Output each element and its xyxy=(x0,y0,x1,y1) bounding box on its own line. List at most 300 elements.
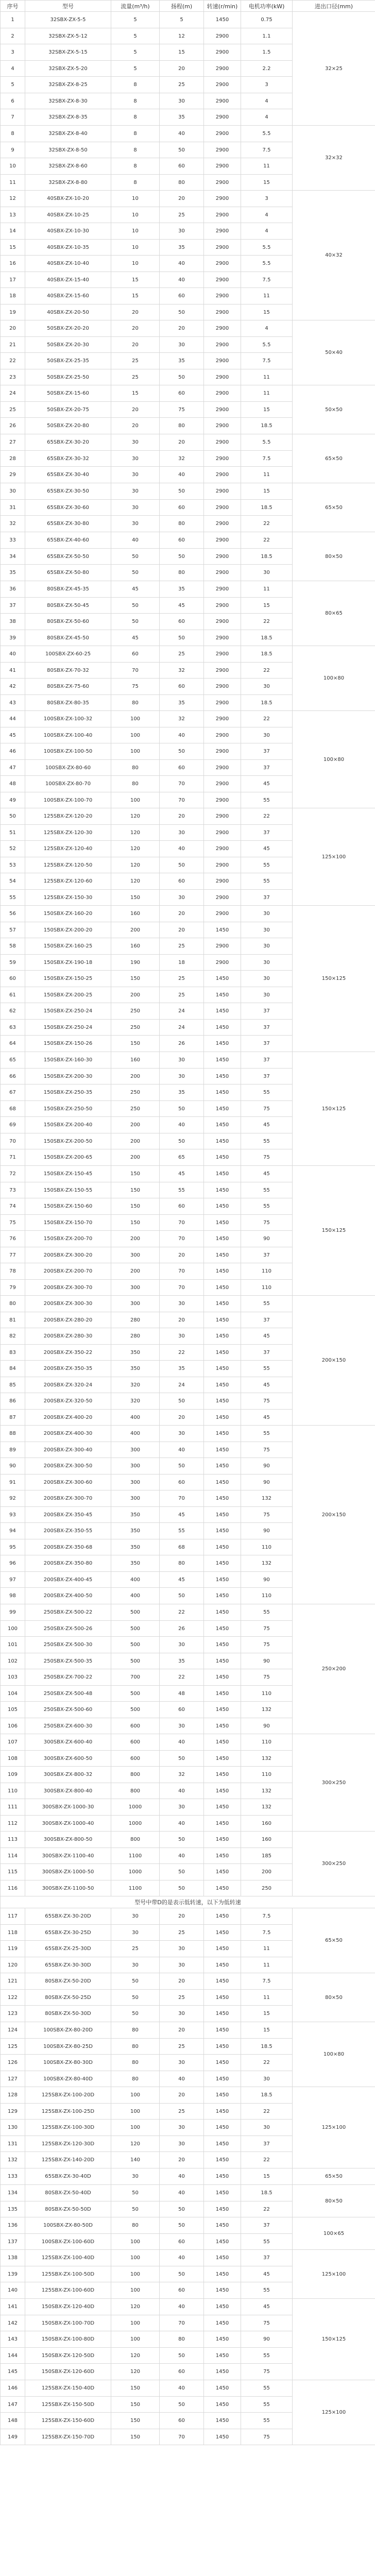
cell-flow: 8 xyxy=(111,158,160,175)
cell-speed: 1450 xyxy=(204,1475,241,1490)
cell-speed: 2900 xyxy=(204,679,241,695)
cell-flow: 1100 xyxy=(111,1880,160,1896)
cell-flow: 160 xyxy=(111,1052,160,1069)
cell-flow: 80 xyxy=(111,2039,160,2055)
table-row xyxy=(1,1052,375,1069)
cell-speed: 1450 xyxy=(204,1296,241,1312)
cell-head: 45 xyxy=(160,598,204,614)
cell-power: 110 xyxy=(241,1588,293,1604)
cell-index: 14 xyxy=(1,223,25,240)
cell-flow: 350 xyxy=(111,1523,160,1539)
cell-flow: 150 xyxy=(111,1215,160,1231)
cell-index: 140 xyxy=(1,2282,25,2299)
cell-index: 50 xyxy=(1,808,25,825)
cell-power: 37 xyxy=(241,760,293,776)
cell-speed: 1450 xyxy=(204,1052,241,1069)
cell-power: 37 xyxy=(241,2250,293,2266)
cell-model: 50SBX-ZX-15-60 xyxy=(25,385,111,402)
cell-speed: 2900 xyxy=(204,44,241,61)
cell-power: 22 xyxy=(241,663,293,679)
cell-index: 27 xyxy=(1,434,25,451)
cell-power: 30 xyxy=(241,971,293,987)
cell-head: 45 xyxy=(160,1166,204,1182)
cell-head: 70 xyxy=(160,1263,204,1280)
cell-head: 30 xyxy=(160,223,204,240)
table-row xyxy=(1,2022,375,2039)
cell-model: 65SBX-ZX-25-30D xyxy=(25,1941,111,1957)
cell-model: 150SBX-ZX-120-60D xyxy=(25,2364,111,2380)
cell-flow: 60 xyxy=(111,646,160,663)
cell-power: 1.1 xyxy=(241,28,293,44)
cell-power: 22 xyxy=(241,532,293,549)
cell-flow: 320 xyxy=(111,1377,160,1393)
cell-flow: 150 xyxy=(111,1036,160,1052)
cell-diameter: 80×50 xyxy=(293,1973,375,2022)
cell-flow: 80 xyxy=(111,2071,160,2087)
cell-head: 35 xyxy=(160,1361,204,1377)
cell-speed: 1450 xyxy=(204,2348,241,2364)
cell-head: 20 xyxy=(160,1247,204,1263)
cell-power: 22 xyxy=(241,2201,293,2217)
cell-head: 25 xyxy=(160,987,204,1003)
cell-head: 30 xyxy=(160,1637,204,1653)
cell-head: 30 xyxy=(160,1069,204,1084)
cell-speed: 1450 xyxy=(204,1247,241,1263)
cell-speed: 1450 xyxy=(204,1361,241,1377)
cell-power: 30 xyxy=(241,2120,293,2136)
cell-index: 25 xyxy=(1,402,25,418)
cell-flow: 100 xyxy=(111,2331,160,2348)
cell-power: 132 xyxy=(241,1783,293,1799)
cell-model: 65SBX-ZX-30-50 xyxy=(25,483,111,500)
cell-speed: 1450 xyxy=(204,1328,241,1345)
cell-head: 50 xyxy=(160,743,204,760)
cell-model: 125SBX-ZX-120-30 xyxy=(25,825,111,841)
cell-head: 50 xyxy=(160,1880,204,1896)
cell-index: 81 xyxy=(1,1312,25,1328)
cell-power: 37 xyxy=(241,1036,293,1052)
table-row xyxy=(1,1734,375,1751)
cell-speed: 2900 xyxy=(204,711,241,727)
cell-power: 11 xyxy=(241,385,293,402)
cell-head: 20 xyxy=(160,1410,204,1426)
cell-power: 37 xyxy=(241,890,293,906)
cell-power: 45 xyxy=(241,2266,293,2282)
cell-speed: 2900 xyxy=(204,857,241,873)
cell-power: 90 xyxy=(241,1231,293,1247)
cell-model: 125SBX-ZX-140-20D xyxy=(25,2152,111,2168)
cell-index: 124 xyxy=(1,2022,25,2039)
cell-power: 45 xyxy=(241,776,293,792)
cell-head: 35 xyxy=(160,353,204,369)
cell-power: 90 xyxy=(241,1653,293,1669)
cell-speed: 1450 xyxy=(204,2397,241,2413)
cell-index: 3 xyxy=(1,44,25,61)
cell-model: 200SBX-ZX-280-20 xyxy=(25,1312,111,1328)
cell-speed: 1450 xyxy=(204,1864,241,1880)
cell-head: 35 xyxy=(160,695,204,711)
cell-speed: 1450 xyxy=(204,1718,241,1734)
cell-index: 105 xyxy=(1,1702,25,1718)
cell-flow: 1100 xyxy=(111,1848,160,1864)
cell-head: 24 xyxy=(160,1377,204,1393)
cell-flow: 10 xyxy=(111,256,160,272)
cell-flow: 10 xyxy=(111,191,160,207)
cell-diameter: 80×50 xyxy=(293,532,375,581)
cell-flow: 100 xyxy=(111,727,160,743)
cell-head: 40 xyxy=(160,727,204,743)
cell-model: 200SBX-ZX-300-20 xyxy=(25,1247,111,1263)
cell-speed: 2900 xyxy=(204,646,241,663)
cell-power: 110 xyxy=(241,1734,293,1751)
cell-index: 31 xyxy=(1,500,25,516)
cell-power: 110 xyxy=(241,1686,293,1702)
cell-flow: 15 xyxy=(111,288,160,304)
cell-model: 300SBX-ZX-800-32 xyxy=(25,1767,111,1783)
cell-power: 7.5 xyxy=(241,272,293,288)
cell-speed: 1450 xyxy=(204,987,241,1003)
cell-speed: 1450 xyxy=(204,1149,241,1166)
cell-index: 133 xyxy=(1,2168,25,2185)
cell-index: 30 xyxy=(1,483,25,500)
cell-flow: 8 xyxy=(111,142,160,158)
cell-index: 73 xyxy=(1,1182,25,1198)
cell-model: 150SBX-ZX-150-45 xyxy=(25,1166,111,1182)
cell-speed: 1450 xyxy=(204,2039,241,2055)
cell-power: 11 xyxy=(241,1957,293,1973)
cell-head: 40 xyxy=(160,467,204,483)
cell-index: 61 xyxy=(1,987,25,1003)
cell-head: 40 xyxy=(160,2071,204,2087)
cell-flow: 8 xyxy=(111,109,160,126)
cell-flow: 30 xyxy=(111,1908,160,1925)
cell-head: 50 xyxy=(160,1133,204,1149)
cell-speed: 1450 xyxy=(204,1539,241,1555)
cell-head: 70 xyxy=(160,776,204,792)
cell-diameter: 100×80 xyxy=(293,2022,375,2087)
cell-flow: 300 xyxy=(111,1490,160,1507)
cell-flow: 500 xyxy=(111,1604,160,1621)
cell-model: 65SBX-ZX-30-60 xyxy=(25,500,111,516)
cell-model: 300SBX-ZX-1000-50 xyxy=(25,1864,111,1880)
cell-model: 32SBX-ZX-5-20 xyxy=(25,61,111,77)
cell-power: 3 xyxy=(241,77,293,93)
cell-flow: 50 xyxy=(111,1973,160,1990)
cell-speed: 1450 xyxy=(204,1941,241,1957)
cell-index: 137 xyxy=(1,2234,25,2250)
cell-diameter: 65×50 xyxy=(293,2168,375,2185)
cell-flow: 10 xyxy=(111,223,160,240)
cell-index: 26 xyxy=(1,418,25,434)
cell-model: 40SBX-ZX-10-40 xyxy=(25,256,111,272)
cell-power: 11 xyxy=(241,1941,293,1957)
cell-power: 7.5 xyxy=(241,451,293,467)
cell-speed: 2900 xyxy=(204,256,241,272)
cell-model: 200SBX-ZX-200-70 xyxy=(25,1263,111,1280)
cell-flow: 600 xyxy=(111,1751,160,1767)
table-row xyxy=(1,1908,375,1925)
cell-flow: 500 xyxy=(111,1653,160,1669)
cell-flow: 50 xyxy=(111,598,160,614)
cell-index: 42 xyxy=(1,679,25,695)
cell-index: 130 xyxy=(1,2120,25,2136)
cell-flow: 120 xyxy=(111,873,160,890)
cell-head: 50 xyxy=(160,2201,204,2217)
cell-flow: 75 xyxy=(111,679,160,695)
cell-index: 127 xyxy=(1,2071,25,2087)
cell-power: 30 xyxy=(241,2071,293,2087)
cell-power: 55 xyxy=(241,1361,293,1377)
cell-model: 150SBX-ZX-250-50 xyxy=(25,1101,111,1117)
cell-power: 30 xyxy=(241,679,293,695)
cell-index: 108 xyxy=(1,1751,25,1767)
cell-speed: 2900 xyxy=(204,581,241,598)
cell-speed: 1450 xyxy=(204,1003,241,1020)
cell-flow: 30 xyxy=(111,516,160,532)
cell-index: 84 xyxy=(1,1361,25,1377)
table-row xyxy=(1,581,375,598)
cell-model: 32SBX-ZX-5-12 xyxy=(25,28,111,44)
cell-head: 30 xyxy=(160,2120,204,2136)
cell-diameter: 125×100 xyxy=(293,2250,375,2299)
cell-flow: 80 xyxy=(111,776,160,792)
cell-power: 132 xyxy=(241,1702,293,1718)
cell-model: 150SBX-ZX-250-24 xyxy=(25,1020,111,1036)
cell-model: 100SBX-ZX-100-60D xyxy=(25,2234,111,2250)
cell-index: 47 xyxy=(1,760,25,776)
cell-diameter: 80×65 xyxy=(293,581,375,646)
cell-head: 75 xyxy=(160,402,204,418)
cell-speed: 1450 xyxy=(204,1653,241,1669)
cell-power: 45 xyxy=(241,1328,293,1345)
cell-power: 11 xyxy=(241,158,293,175)
cell-power: 22 xyxy=(241,516,293,532)
cell-model: 100SBX-ZX-100-50 xyxy=(25,743,111,760)
cell-power: 55 xyxy=(241,2380,293,2397)
cell-model: 250SBX-ZX-500-26 xyxy=(25,1621,111,1637)
cell-power: 30 xyxy=(241,565,293,581)
cell-power: 75 xyxy=(241,2364,293,2380)
header-row xyxy=(1,1,375,12)
cell-head: 45 xyxy=(160,1507,204,1523)
cell-head: 60 xyxy=(160,2234,204,2250)
cell-flow: 150 xyxy=(111,971,160,987)
cell-head: 50 xyxy=(160,2348,204,2364)
cell-speed: 1450 xyxy=(204,1686,241,1702)
cell-head: 40 xyxy=(160,841,204,857)
cell-model: 200SBX-ZX-350-68 xyxy=(25,1539,111,1555)
cell-head: 20 xyxy=(160,320,204,337)
cell-flow: 50 xyxy=(111,2006,160,2022)
cell-model: 80SBX-ZX-50-50D xyxy=(25,2201,111,2217)
cell-model: 80SBX-ZX-45-35 xyxy=(25,581,111,598)
cell-head: 70 xyxy=(160,1280,204,1296)
cell-speed: 1450 xyxy=(204,2266,241,2282)
cell-flow: 30 xyxy=(111,1925,160,1941)
cell-head: 60 xyxy=(160,760,204,776)
cell-index: 92 xyxy=(1,1490,25,1507)
cell-power: 132 xyxy=(241,1799,293,1816)
cell-model: 80SBX-ZX-45-50 xyxy=(25,630,111,646)
cell-head: 12 xyxy=(160,28,204,44)
col-header-flow: 流量(m³/h) xyxy=(111,1,160,12)
cell-flow: 100 xyxy=(111,2087,160,2104)
cell-speed: 1450 xyxy=(204,2315,241,2331)
cell-head: 50 xyxy=(160,1101,204,1117)
cell-model: 80SBX-ZX-50-30D xyxy=(25,2006,111,2022)
cell-speed: 2900 xyxy=(204,776,241,792)
cell-speed: 1450 xyxy=(204,1166,241,1182)
cell-flow: 100 xyxy=(111,2315,160,2331)
cell-flow: 150 xyxy=(111,1198,160,1215)
cell-model: 50SBX-ZX-25-50 xyxy=(25,369,111,385)
cell-model: 250SBX-ZX-600-30 xyxy=(25,1718,111,1734)
cell-model: 125SBX-ZX-150-30 xyxy=(25,890,111,906)
cell-flow: 150 xyxy=(111,1182,160,1198)
cell-speed: 1450 xyxy=(204,2429,241,2445)
cell-speed: 1450 xyxy=(204,1490,241,1507)
cell-flow: 30 xyxy=(111,500,160,516)
cell-model: 200SBX-ZX-350-22 xyxy=(25,1345,111,1361)
cell-speed: 2900 xyxy=(204,93,241,109)
cell-head: 30 xyxy=(160,825,204,841)
cell-speed: 2900 xyxy=(204,841,241,857)
cell-head: 48 xyxy=(160,1686,204,1702)
cell-model: 80SBX-ZX-50-20D xyxy=(25,1973,111,1990)
cell-head: 35 xyxy=(160,581,204,598)
cell-power: 132 xyxy=(241,1555,293,1572)
cell-index: 59 xyxy=(1,955,25,971)
cell-index: 20 xyxy=(1,320,25,337)
cell-index: 33 xyxy=(1,532,25,549)
cell-speed: 1450 xyxy=(204,1215,241,1231)
cell-model: 150SBX-ZX-190-18 xyxy=(25,955,111,971)
cell-model: 200SBX-ZX-300-50 xyxy=(25,1458,111,1475)
cell-index: 97 xyxy=(1,1572,25,1588)
cell-model: 80SBX-ZX-50-25D xyxy=(25,1990,111,2006)
cell-index: 43 xyxy=(1,695,25,711)
cell-index: 79 xyxy=(1,1280,25,1296)
cell-head: 40 xyxy=(160,256,204,272)
cell-flow: 50 xyxy=(111,1990,160,2006)
cell-index: 121 xyxy=(1,1973,25,1990)
cell-flow: 45 xyxy=(111,581,160,598)
cell-head: 60 xyxy=(160,1475,204,1490)
cell-head: 30 xyxy=(160,1718,204,1734)
cell-model: 50SBX-ZX-20-20 xyxy=(25,320,111,337)
cell-model: 100SBX-ZX-80-25D xyxy=(25,2039,111,2055)
cell-head: 20 xyxy=(160,61,204,77)
cell-head: 20 xyxy=(160,1908,204,1925)
cell-speed: 2900 xyxy=(204,630,241,646)
cell-index: 35 xyxy=(1,565,25,581)
cell-speed: 1450 xyxy=(204,1393,241,1410)
cell-model: 200SBX-ZX-400-30 xyxy=(25,1426,111,1442)
cell-head: 24 xyxy=(160,1003,204,1020)
cell-power: 22 xyxy=(241,2055,293,2071)
cell-index: 82 xyxy=(1,1328,25,1345)
table-row xyxy=(1,1832,375,1848)
cell-head: 50 xyxy=(160,857,204,873)
cell-speed: 1450 xyxy=(204,1377,241,1393)
cell-speed: 1450 xyxy=(204,1426,241,1442)
cell-power: 15 xyxy=(241,2022,293,2039)
cell-head: 25 xyxy=(160,938,204,955)
cell-model: 300SBX-ZX-1100-50 xyxy=(25,1880,111,1896)
cell-index: 65 xyxy=(1,1052,25,1069)
cell-head: 20 xyxy=(160,1973,204,1990)
cell-index: 88 xyxy=(1,1426,25,1442)
cell-head: 20 xyxy=(160,434,204,451)
cell-speed: 2900 xyxy=(204,695,241,711)
cell-flow: 300 xyxy=(111,1296,160,1312)
cell-index: 89 xyxy=(1,1442,25,1458)
cell-model: 100SBX-ZX-100-32 xyxy=(25,711,111,727)
cell-flow: 800 xyxy=(111,1767,160,1783)
cell-model: 150SBX-ZX-200-65 xyxy=(25,1149,111,1166)
cell-index: 144 xyxy=(1,2348,25,2364)
cell-speed: 1450 xyxy=(204,1669,241,1686)
cell-speed: 1450 xyxy=(204,1925,241,1941)
cell-power: 18.5 xyxy=(241,646,293,663)
cell-index: 119 xyxy=(1,1941,25,1957)
cell-model: 200SBX-ZX-400-45 xyxy=(25,1572,111,1588)
cell-head: 20 xyxy=(160,2152,204,2168)
cell-index: 63 xyxy=(1,1020,25,1036)
cell-head: 40 xyxy=(160,2380,204,2397)
cell-power: 55 xyxy=(241,1133,293,1149)
cell-power: 75 xyxy=(241,1215,293,1231)
cell-speed: 1450 xyxy=(204,1523,241,1539)
cell-model: 250SBX-ZX-500-22 xyxy=(25,1604,111,1621)
cell-head: 30 xyxy=(160,1328,204,1345)
cell-power: 1.5 xyxy=(241,44,293,61)
cell-model: 150SBX-ZX-200-70 xyxy=(25,1231,111,1247)
cell-flow: 400 xyxy=(111,1588,160,1604)
cell-speed: 2900 xyxy=(204,191,241,207)
cell-power: 37 xyxy=(241,1247,293,1263)
cell-head: 35 xyxy=(160,109,204,126)
cell-flow: 10 xyxy=(111,240,160,256)
cell-power: 7.5 xyxy=(241,353,293,369)
cell-flow: 1000 xyxy=(111,1816,160,1832)
cell-flow: 100 xyxy=(111,792,160,808)
cell-speed: 1450 xyxy=(204,2185,241,2201)
cell-flow: 100 xyxy=(111,2282,160,2299)
cell-flow: 300 xyxy=(111,1458,160,1475)
cell-model: 50SBX-ZX-25-35 xyxy=(25,353,111,369)
cell-flow: 200 xyxy=(111,1263,160,1280)
cell-flow: 50 xyxy=(111,565,160,581)
cell-index: 66 xyxy=(1,1069,25,1084)
cell-model: 200SBX-ZX-350-45 xyxy=(25,1507,111,1523)
cell-speed: 2900 xyxy=(204,808,241,825)
cell-model: 125SBX-ZX-120-20 xyxy=(25,808,111,825)
cell-head: 18 xyxy=(160,955,204,971)
cell-model: 250SBX-ZX-500-60 xyxy=(25,1702,111,1718)
cell-power: 15 xyxy=(241,175,293,191)
cell-model: 150SBX-ZX-200-30 xyxy=(25,1069,111,1084)
cell-power: 4 xyxy=(241,320,293,337)
cell-model: 200SBX-ZX-320-24 xyxy=(25,1377,111,1393)
cell-model: 65SBX-ZX-50-80 xyxy=(25,565,111,581)
cell-model: 200SBX-ZX-400-50 xyxy=(25,1588,111,1604)
table-row xyxy=(1,1166,375,1182)
cell-index: 29 xyxy=(1,467,25,483)
cell-speed: 1450 xyxy=(204,2201,241,2217)
cell-index: 67 xyxy=(1,1084,25,1101)
cell-speed: 2900 xyxy=(204,565,241,581)
